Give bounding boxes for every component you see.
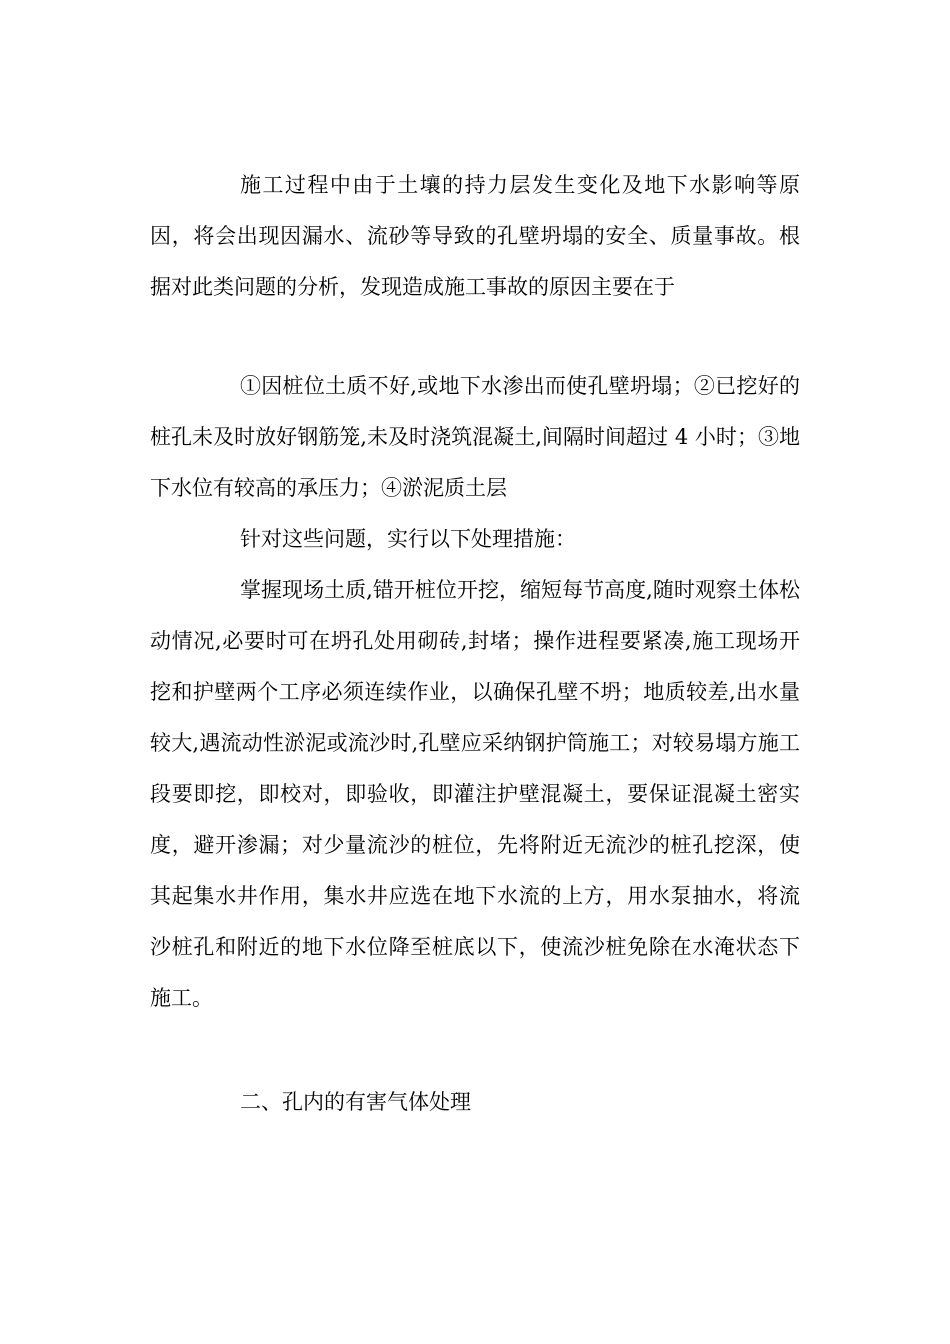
paragraph-measures-detail: 掌握现场土质,错开桩位开挖，缩短每节高度,随时观察土体松动情况,必要时可在坍孔处用砌砖,封堵；操作进程要紧凑,施工现场开挖和护壁两个工序必须连续作业，以确保孔壁不坍；地质较差,出水量较大,遇流动性淤泥或流沙时,孔壁应采纳钢护筒施工；对较易塌方施工段要即挖，即校对，即验收，即灌注护壁混凝土，要保证混凝土密实度，避开渗漏；对少量流沙的桩位，先将附近无流沙的桩孔挖深，使其起集水井作用，集水井应选在地下水流的上方，用水泵抽水，将流沙桩孔和附近的地下水位降至桩底以下，使流沙桩免除在水淹状态下施工。 — [150, 578, 800, 1010]
paragraph-measures-intro: 针对这些问题，实行以下处理措施： — [240, 527, 576, 551]
section-heading: 二、孔内的有害气体处理 — [240, 1090, 471, 1114]
paragraph-cause-list: ①因桩位土质不好,或地下水渗出而使孔壁坍塌；②已挖好的桩孔未及时放好钢筋笼,未及时浇筑混凝土,间隔时间超过 4 小时；③地下水位有较高的承压力；④淤泥质土层 — [150, 374, 800, 500]
paragraph-collapse-causes: 施工过程中由于土壤的持力层发生变化及地下水影响等原因，将会出现因漏水、流砂等导致的孔壁坍塌的安全、质量事故。根据对此类问题的分析，发现造成施工事故的原因主要在于 — [150, 173, 800, 299]
